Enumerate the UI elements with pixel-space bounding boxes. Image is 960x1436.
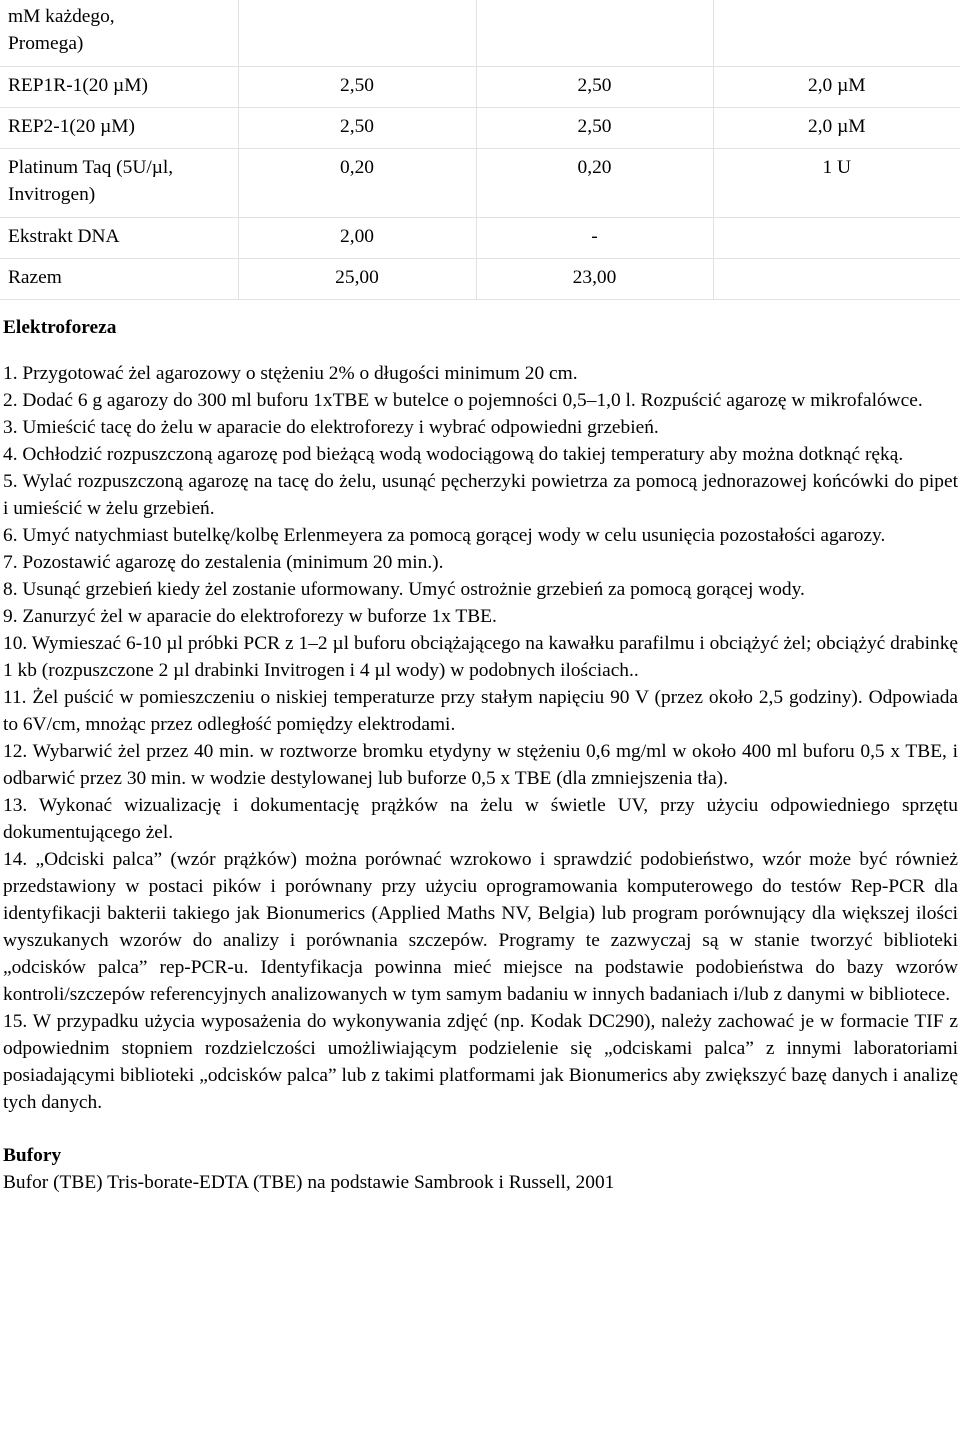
step-item: 1. Przygotować żel agarozowy o stężeniu 2% o długości minimum 20 cm. xyxy=(3,363,578,384)
reagent-name-cell: mM każdego, Promega) xyxy=(0,0,238,67)
volume-cell: 0,20 xyxy=(238,149,476,218)
step-item: 11. Żel puścić w pomieszczeniu o niskiej temperaturze przy stałym napięciu 90 V (przez około 2,5 godziny). Odpowiada to 6V/cm, mnożąc przez odległość pomiędzy elektrodami. xyxy=(3,687,958,735)
step-item: 15. W przypadku użycia wyposażenia do wykonywania zdjęć (np. Kodak DC290), należy zachować je w formacie TIF z odpowiednim stopniem rozdzielczości umożliwiającym podzielenie się „odciskami palca” z innymi laboratoriami posiadającymi biblioteki „odcisków palca” lub z takimi platformami jak Bionumerics aby zwiększyć bazę danych i analizę tych danych. xyxy=(3,1011,958,1113)
volume-cell: 23,00 xyxy=(476,259,713,300)
volume-cell xyxy=(713,259,960,300)
step-item: 14. „Odciski palca” (wzór prążków) można porównać wzrokowo i sprawdzić podobieństwo, wzór może być również przedstawiony w postaci pików i porównany przy użyciu oprogramowania komputerowego do testów Rep-PCR dla identyfikacji bakterii takiego jak Bionumerics (Applied Maths NV, Belgia) lub program porównujący dla większej ilości wyszukanych wzorów do analizy i porównania szczepów. Programy te zazwyczaj są w stanie tworzyć biblioteki „odcisków palca” rep-PCR-u. Identyfikacja powinna mieć miejsce na podstawie podobieństwa do bazy wzorów kontroli/szczepów referencyjnych analizowanych w tym samym badaniu w innych badaniach i/lub z danymi w bibliotece. xyxy=(3,849,958,1005)
volume-cell: 1 U xyxy=(713,149,960,218)
volume-cell: 2,50 xyxy=(238,108,476,149)
reagent-name-cell: Razem xyxy=(0,259,238,300)
section-title-buffers: Bufory xyxy=(3,1145,62,1166)
volume-cell: 2,50 xyxy=(476,67,713,108)
volume-cell: 0,20 xyxy=(476,149,713,218)
reagents-table-body xyxy=(0,0,960,300)
table-row xyxy=(0,67,960,108)
table-row xyxy=(0,0,960,67)
step-item: 13. Wykonać wizualizację i dokumentację prążków na żelu w świetle UV, przy użyciu odpowiedniego sprzętu dokumentującego żel. xyxy=(3,795,958,843)
volume-cell: 2,50 xyxy=(238,67,476,108)
step-item: 9. Zanurzyć żel w aparacie do elektroforezy w buforze 1x TBE. xyxy=(3,606,497,627)
step-item: 10. Wymieszać 6-10 µl próbki PCR z 1–2 µl buforu obciążającego na kawałku parafilmu i obciążyć żel; obciążyć drabinkę 1 kb (rozpuszczone 2 µl drabinki Invitrogen i 4 µl wody) w podobnych ilościach.. xyxy=(3,633,958,681)
reagent-name-cell: Platinum Taq (5U/µl, Invitrogen) xyxy=(0,149,238,218)
step-item: 5. Wylać rozpuszczoną agarozę na tacę do żelu, usunąć pęcherzyki powietrza za pomocą jednorazowej końcówki do pipet i umieścić w żelu grzebień. xyxy=(3,471,958,519)
step-item: 4. Ochłodzić rozpuszczoną agarozę pod bieżącą wodą wodociągową do takiej temperatury aby można dotknąć ręką. xyxy=(3,444,904,465)
section-title-electrophoresis: Elektroforeza xyxy=(3,317,117,338)
reagent-name-cell: REP1R-1(20 µM) xyxy=(0,67,238,108)
volume-cell xyxy=(713,0,960,67)
table-row xyxy=(0,259,960,300)
table-row xyxy=(0,149,960,218)
step-item: 7. Pozostawić agarozę do zestalenia (minimum 20 min.). xyxy=(3,552,444,573)
electrophoresis-steps xyxy=(3,360,958,1116)
volume-cell xyxy=(238,0,476,67)
reagent-name-cell: REP2-1(20 µM) xyxy=(0,108,238,149)
table-row xyxy=(0,108,960,149)
step-item: 12. Wybarwić żel przez 40 min. w roztworze bromku etydyny w stężeniu 0,6 mg/ml w około 400 ml buforu 0,5 x TBE, i odbarwić przez 30 min. w wodzie destylowanej lub buforze 0,5 x TBE (dla zmniejszenia tła). xyxy=(3,741,958,789)
step-item: 8. Usunąć grzebień kiedy żel zostanie uformowany. Umyć ostrożnie grzebień za pomocą gorącej wody. xyxy=(3,579,805,600)
protocol-content xyxy=(3,314,958,1196)
table-row xyxy=(0,218,960,259)
buffers-description: Bufor (TBE) Tris-borate-EDTA (TBE) na podstawie Sambrook i Russell, 2001 xyxy=(3,1172,615,1193)
volume-cell: 25,00 xyxy=(238,259,476,300)
volume-cell: 2,00 xyxy=(238,218,476,259)
step-item: 6. Umyć natychmiast butelkę/kolbę Erlenmeyera za pomocą gorącej wody w celu usunięcia pozostałości agarozy. xyxy=(3,525,886,546)
step-item: 2. Dodać 6 g agarozy do 300 ml buforu 1xTBE w butelce o pojemności 0,5–1,0 l. Rozpuścić agarozę w mikrofalówce. xyxy=(3,390,923,411)
volume-cell xyxy=(476,0,713,67)
reagents-table xyxy=(0,0,960,300)
volume-cell: 2,0 µM xyxy=(713,67,960,108)
volume-cell: 2,50 xyxy=(476,108,713,149)
reagent-name-cell: Ekstrakt DNA xyxy=(0,218,238,259)
volume-cell xyxy=(713,218,960,259)
volume-cell: 2,0 µM xyxy=(713,108,960,149)
volume-cell: - xyxy=(476,218,713,259)
step-item: 3. Umieścić tacę do żelu w aparacie do elektroforezy i wybrać odpowiedni grzebień. xyxy=(3,417,659,438)
